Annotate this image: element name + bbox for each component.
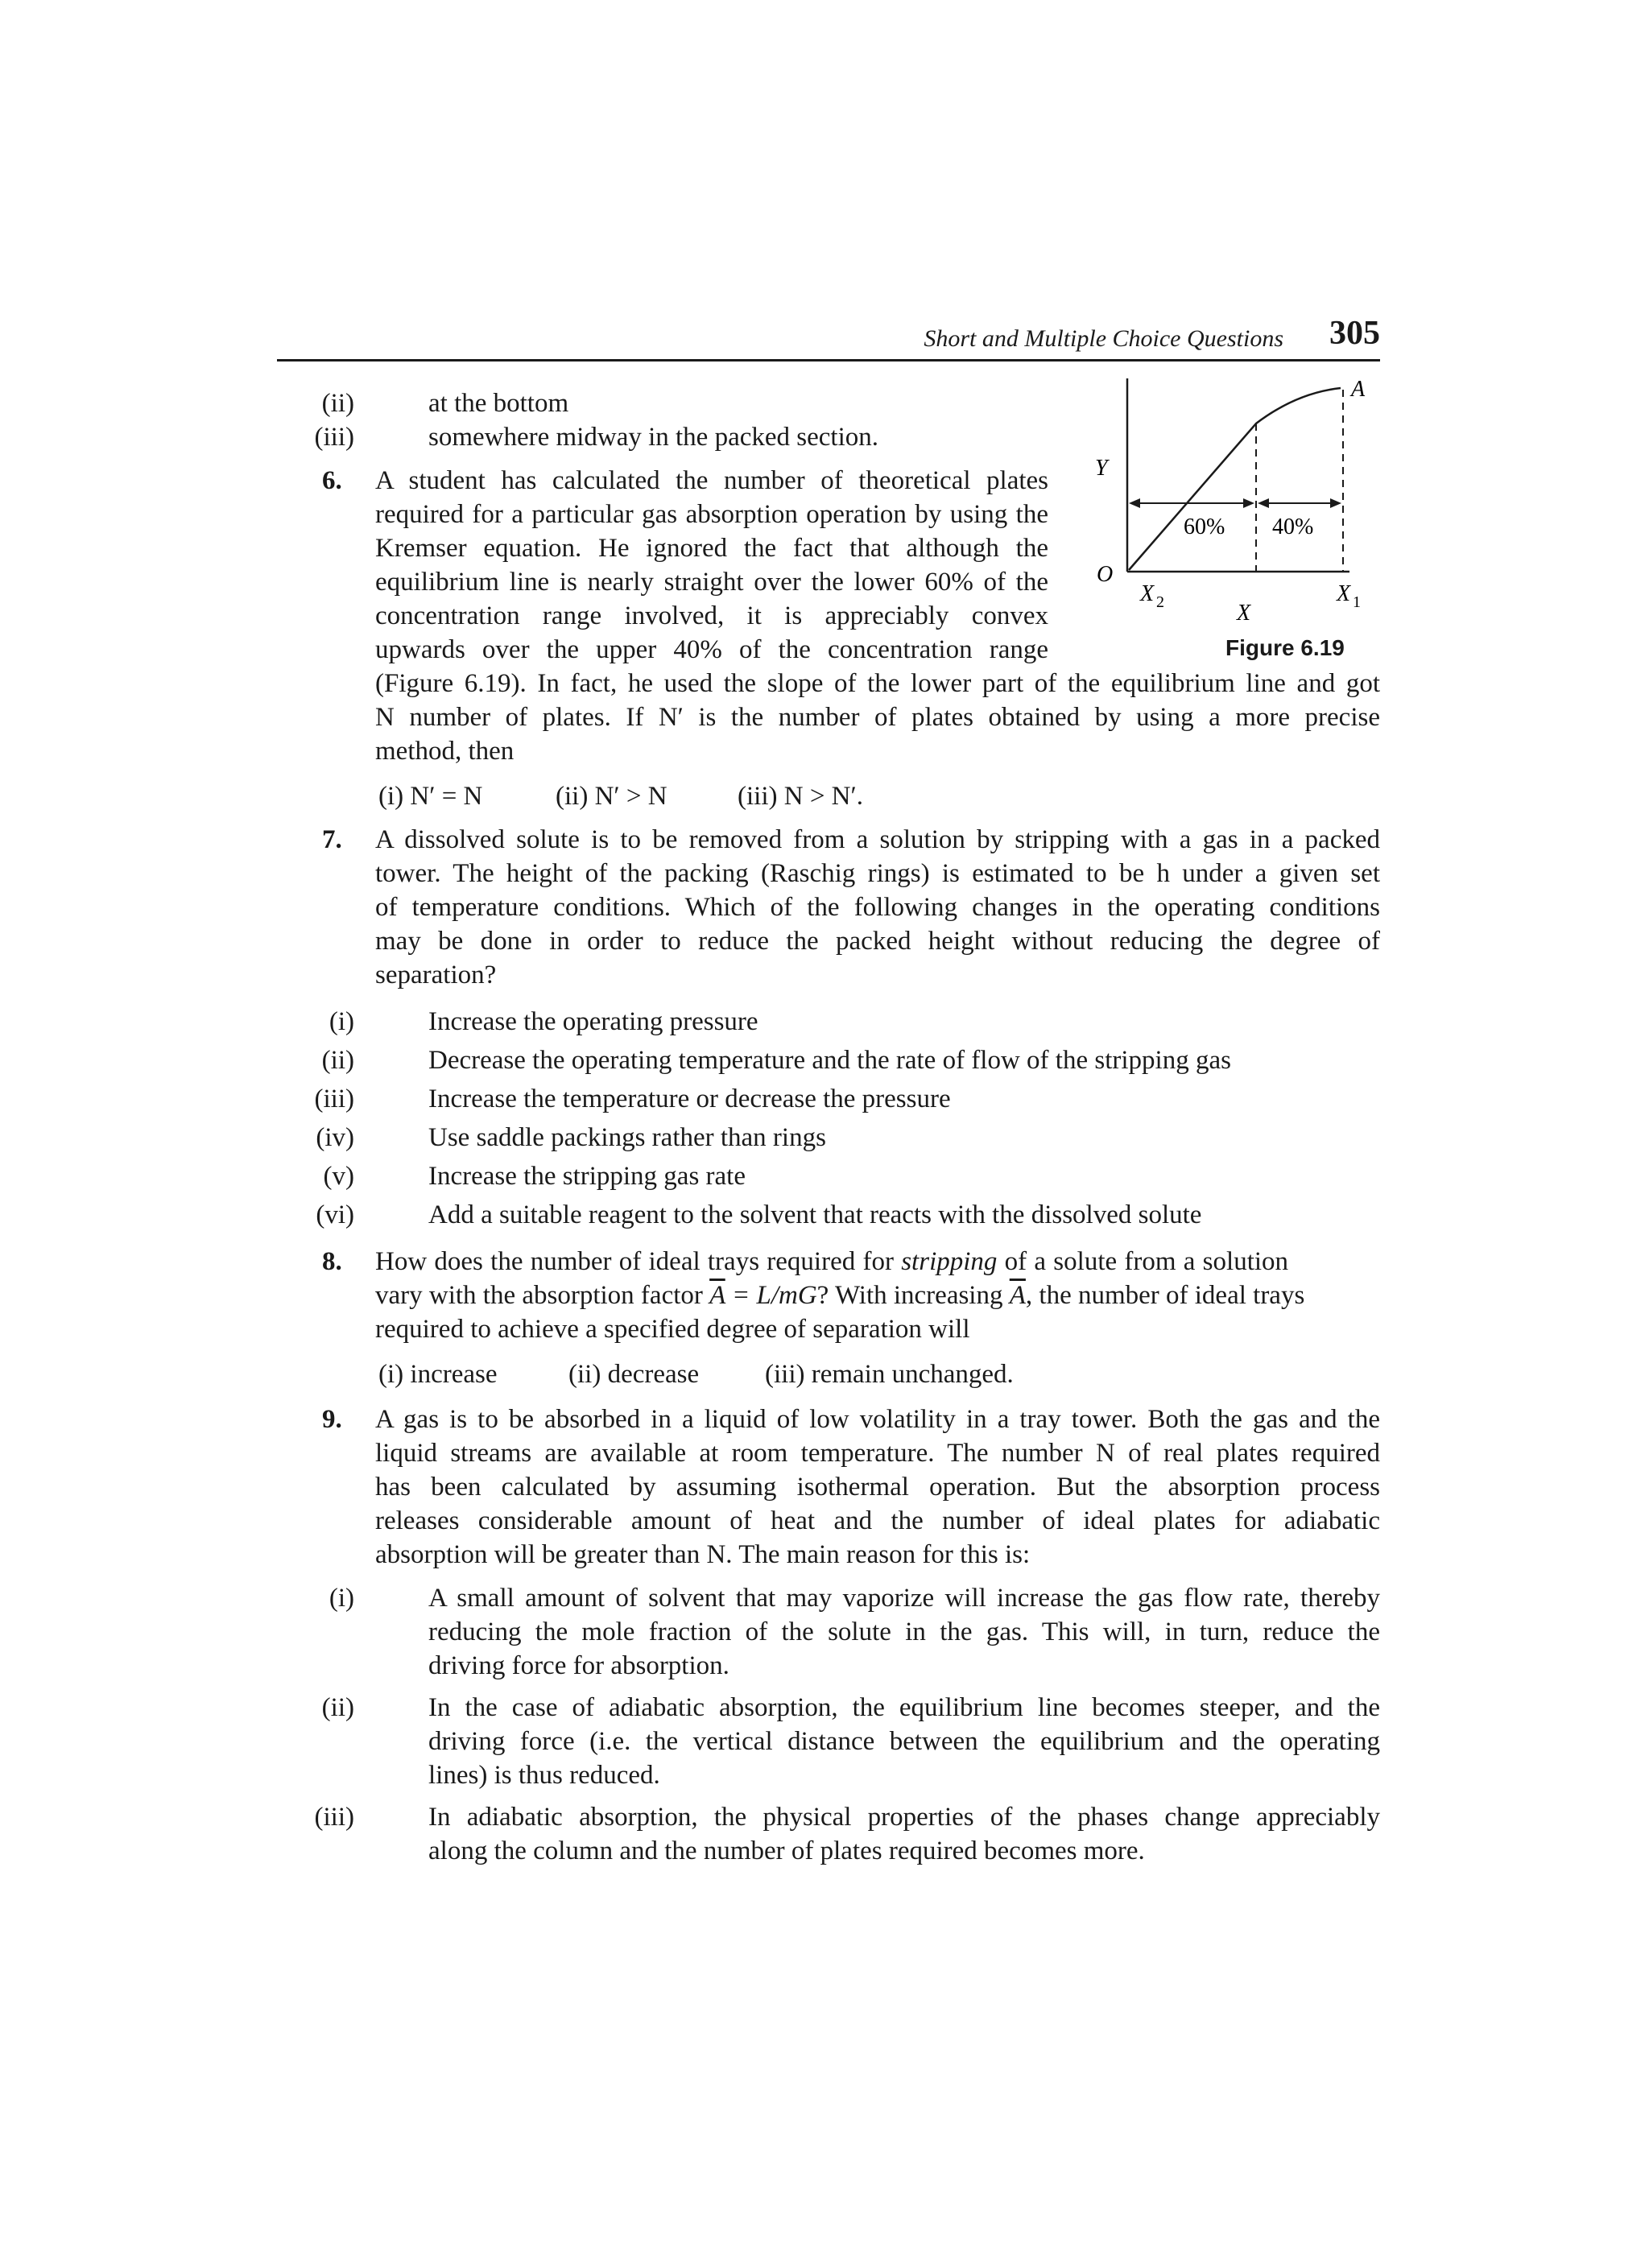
label-point-a: A <box>1351 378 1366 402</box>
q9-line-4: releases considerable amount of heat and the number of ideal plates for adiabatic <box>375 1506 1380 1535</box>
header-rule <box>277 359 1380 361</box>
label-x1-sub: 1 <box>1353 593 1361 611</box>
q6-line-4: equilibrium line is nearly straight over the lower 60% of the <box>375 568 1048 597</box>
emphasis-stripping: stripping <box>901 1247 998 1276</box>
label-x-axis: X <box>1237 601 1251 626</box>
q9-number: 9. <box>322 1405 342 1434</box>
q9-option-ii-line-2: driving force (i.e. the vertical distance between the equilibrium and the operating <box>428 1727 1380 1756</box>
arrowhead-right <box>1330 498 1341 508</box>
label-60pct: 60% <box>1184 514 1225 539</box>
q9-line-3: has been calculated by assuming isothermal operation. But the absorption process <box>375 1473 1380 1502</box>
q6-option-i: (i) N′ = N <box>378 782 483 811</box>
q6-line-3: Kremser equation. He ignored the fact that although the <box>375 534 1048 563</box>
q6-line-9: method, then <box>375 737 515 766</box>
label-40pct: 40% <box>1272 514 1314 539</box>
arrowhead-left <box>1129 498 1140 508</box>
q8-line-1: How does the number of ideal trays required for stripping of a solute from a solution <box>375 1247 1289 1276</box>
label-y-axis: Y <box>1095 456 1108 481</box>
q8-line-3: required to achieve a specified degree of separation will <box>375 1315 970 1344</box>
q7-line-1: A dissolved solute is to be removed from a solution by stripping with a gas in a packed <box>375 825 1380 854</box>
q9-option-i-line-2: reducing the mole fraction of the solute in the gas. This will, in turn, reduce the <box>428 1617 1380 1646</box>
q9-line-1: A gas is to be absorbed in a liquid of low volatility in a tray tower. Both the gas and the <box>375 1405 1380 1434</box>
q9-option-iii-line-1: In adiabatic absorption, the physical properties of the phases change appreciably <box>428 1803 1380 1832</box>
q9-option-iii-label: (iii) <box>314 1803 354 1832</box>
q8-option-iii: (iii) remain unchanged. <box>765 1360 1014 1389</box>
q8-option-ii: (ii) decrease <box>568 1360 700 1389</box>
q9-option-ii-line-1: In the case of adiabatic absorption, the equilibrium line becomes steeper, and the <box>428 1693 1380 1722</box>
label-x2: X <box>1140 581 1155 606</box>
q6-option-ii: (ii) N′ > N <box>556 782 667 811</box>
q9-line-5: absorption will be greater than N. The main reason for this is: <box>375 1540 1031 1569</box>
equilibrium-curve <box>1129 388 1341 570</box>
q9-option-iii-line-2: along the column and the number of plates required becomes more. <box>428 1836 1145 1865</box>
header-title: Short and Multiple Choice Questions <box>924 325 1283 352</box>
q9-option-ii-line-3: lines) is thus reduced. <box>428 1761 660 1790</box>
figure-caption: Figure 6.19 <box>1225 635 1345 660</box>
q8-option-i: (i) increase <box>378 1360 498 1389</box>
q9-option-ii-label: (ii) <box>321 1693 354 1722</box>
q9-line-2: liquid streams are available at room temperature. The number N of real plates required <box>375 1439 1380 1468</box>
q9-option-i-label: (i) <box>329 1584 354 1613</box>
book-page: Short and Multiple Choice Questions 305 (ii) at the bottom (iii) somewhere midway in the packed section. 6. A student has calculated the number of theoretical plates required for a particular gas absorption operation by using the Kremser equation. He ignored the fact that although the equilibrium line is nearly straight over the lower 60% of the concentration range involved, it is appreciably convex upwards over the upper 40% of the concentration range (Figure 6.19). In fact, he used the slope of the lower part of the equilibrium line and got N number of plates. If N′ is the number of plates obtained by using a more precise method, then (i) N′ = N (ii) N′ > N (iii) N > N′. 60% 40% Y O A X 2 X 1 X Figure 6.19 7. A dissolved solute is to be removed from a solution by stripping with a gas in a packed tower. The height of the packing (Raschig rings) is estimated to be h under a given set of temperature conditions. Which of the following changes in the operating conditions may be done in order to reduce the packed height without reducing the degree of separation? (i) Increase the operating pressure (ii) Decrease the operating temperature and the rate of flow of the stripping gas (iii) Increase the temperature or decrease the pressure (iv) Use saddle packings rather than rings (v) Increase the stripping gas rate (vi) Add a suitable reagent to the solvent that reacts with the dissolved solute 8. How does the number of ideal trays required for stripping of a solute from a solution vary with the absorption factor $\overline{A} = L/mG$? With increasing $\overline{A}$, the number of ideal trays required to achieve a specified degree of separation will (i) increase (ii) decrease (iii) remain unchanged. 9. A gas is to be absorbed in a liquid of low volatility in a tray tower. Both the gas and the liquid streams are available at room temperature. The number N of real plates required has been calculated by assuming isothermal operation. But the absorption process releases considerable amount of heat and the number of ideal plates for adiabatic absorption will be greater than N. The main reason for this is: (i) A small amount of solvent that may vaporize will increase the gas flow rate, thereby reducing the mole fraction of the solute in the gas. This will, in turn, reduce the driving force for absorption. (ii) In the case of adiabatic absorption, the equilibrium line becomes steeper, and the driving force (i.e. the vertical distance between the equilibrium and the operating lines) is thus reduced. (iii) In adiabatic absorption, the physical properties of the phases change appreciably along the column and the number of plates required becomes more. <box>0 0 1649 2268</box>
arrowhead-mid-left <box>1243 498 1254 508</box>
q7-line-4: may be done in order to reduce the packed height without reducing the degree of <box>375 927 1380 956</box>
arrowhead-mid-right <box>1258 498 1269 508</box>
q6-line-7: (Figure 6.19). In fact, he used the slope of the lower part of the equilibrium line and got <box>375 669 1380 698</box>
q7-line-2: tower. The height of the packing (Raschig rings) is estimated to be h under a given set <box>375 859 1380 888</box>
q7-line-5: separation? <box>375 960 497 989</box>
absorption-factor-symbol-2: $\overline{A}$ <box>1009 1281 1026 1310</box>
q9-option-i-line-1: A small amount of solvent that may vaporize will increase the gas flow rate, thereby <box>428 1584 1380 1613</box>
q7-line-3: of temperature conditions. Which of the following changes in the operating conditions <box>375 893 1380 922</box>
label-x1: X <box>1337 581 1351 606</box>
q6-option-iii: (iii) N > N′. <box>738 782 863 811</box>
running-header <box>277 316 1380 359</box>
q6-line-2: required for a particular gas absorption operation by using the <box>375 500 1048 529</box>
absorption-factor-symbol: $\overline{A}$ <box>709 1281 725 1310</box>
q6-number: 6. <box>322 466 342 495</box>
q6-line-6: upwards over the upper 40% of the concentration range <box>375 635 1048 664</box>
q6-line-5: concentration range involved, it is appreciably convex <box>375 601 1048 630</box>
q9-option-i-line-3: driving force for absorption. <box>428 1651 729 1680</box>
q6-line-1: A student has calculated the number of theoretical plates <box>375 466 1048 495</box>
q7-number: 7. <box>322 825 342 854</box>
figure-6-19 <box>1095 378 1385 636</box>
page-number: 305 <box>1329 315 1380 352</box>
label-origin: O <box>1097 562 1114 587</box>
q6-line-8: N number of plates. If N′ is the number of plates obtained by using a more precise <box>375 703 1380 732</box>
q8-line-2: vary with the absorption factor $\overline{A} = L/mG$? With increasing $\overline{A}$, the number of ideal trays <box>375 1281 1305 1310</box>
q8-number: 8. <box>322 1247 342 1276</box>
label-x2-sub: 2 <box>1156 593 1164 611</box>
